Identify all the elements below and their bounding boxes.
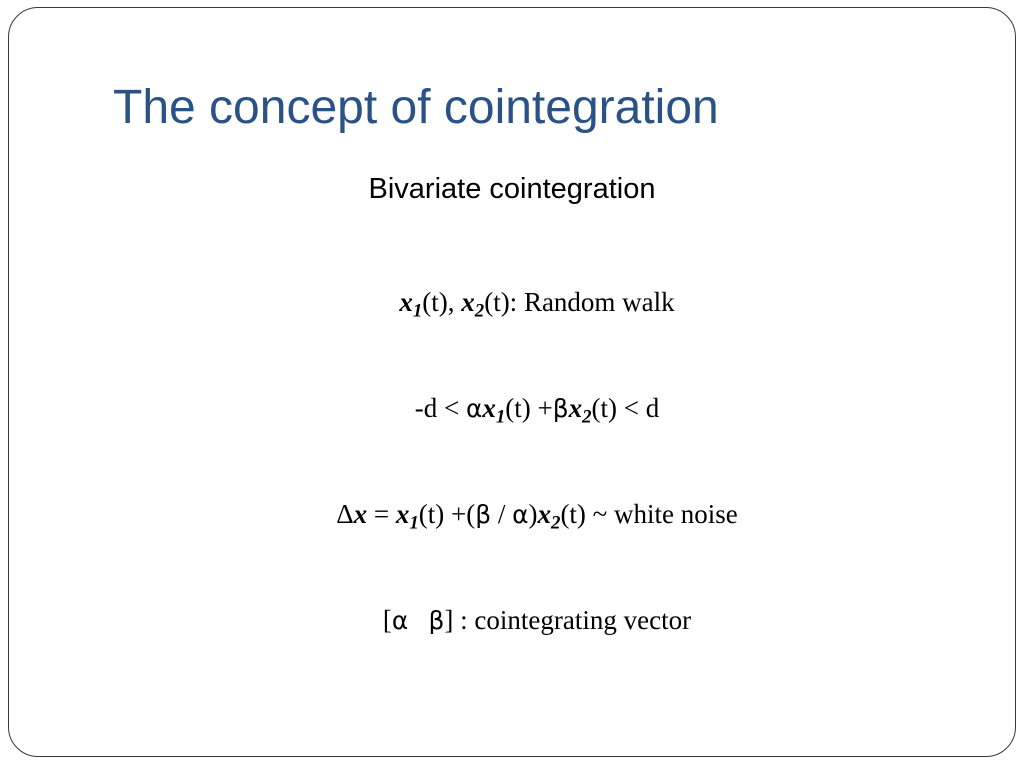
- variable-x1: [482, 393, 506, 428]
- variable-symbol: x: [568, 393, 583, 423]
- equation-text: (t),: [422, 287, 462, 317]
- equation-text: (t) < d: [591, 393, 660, 423]
- variable-symbol: x: [395, 499, 410, 529]
- equation-cointegrating-vector: [0, 604, 1024, 636]
- equation-text: (t) +(: [418, 499, 476, 529]
- slide-subtitle: Bivariate cointegration: [368, 173, 656, 205]
- variable-subscript: 2: [474, 300, 485, 322]
- variable-subscript: 1: [495, 406, 506, 428]
- variable-symbol: x: [399, 287, 413, 317]
- alpha-symbol: α: [391, 606, 409, 635]
- equation-text: [408, 605, 428, 635]
- beta-symbol: β: [428, 606, 445, 635]
- variable-x: x: [353, 499, 368, 529]
- variable-x2: [537, 499, 561, 534]
- variable-subscript: 1: [412, 300, 423, 322]
- variable-subscript: 1: [409, 512, 419, 534]
- variable-x1: [395, 499, 419, 534]
- equation-text: (t) ~ white noise: [560, 499, 738, 529]
- equation-text: =: [367, 499, 396, 529]
- equation-random-walk: [0, 286, 1024, 322]
- alpha-symbol: α: [465, 394, 483, 423]
- equation-text: ] : cointegrating vector: [444, 605, 692, 635]
- variable-symbol: x: [482, 393, 496, 423]
- alpha-symbol: α: [512, 500, 529, 529]
- equation-text: -d <: [414, 393, 466, 423]
- variable-x1: [399, 287, 423, 322]
- variable-symbol: x: [537, 499, 551, 529]
- beta-symbol: β: [552, 394, 569, 423]
- variable-x2: [461, 287, 485, 322]
- equation-text: [: [382, 605, 392, 635]
- equation-text: (t) +: [505, 393, 553, 423]
- equation-text: ): [528, 499, 538, 529]
- beta-symbol: β: [475, 500, 492, 529]
- variable-symbol: x: [461, 287, 475, 317]
- delta-symbol: Δ: [336, 499, 354, 529]
- variable-x2: [568, 393, 592, 428]
- variable-subscript: 2: [550, 512, 561, 534]
- equation-text: (t): Random walk: [484, 287, 675, 317]
- equation-bound: [0, 392, 1024, 428]
- equation-white-noise: [0, 498, 1024, 534]
- variable-subscript: 2: [582, 406, 592, 428]
- slide-title: The concept of cointegration: [113, 81, 719, 134]
- equation-text: /: [491, 499, 513, 529]
